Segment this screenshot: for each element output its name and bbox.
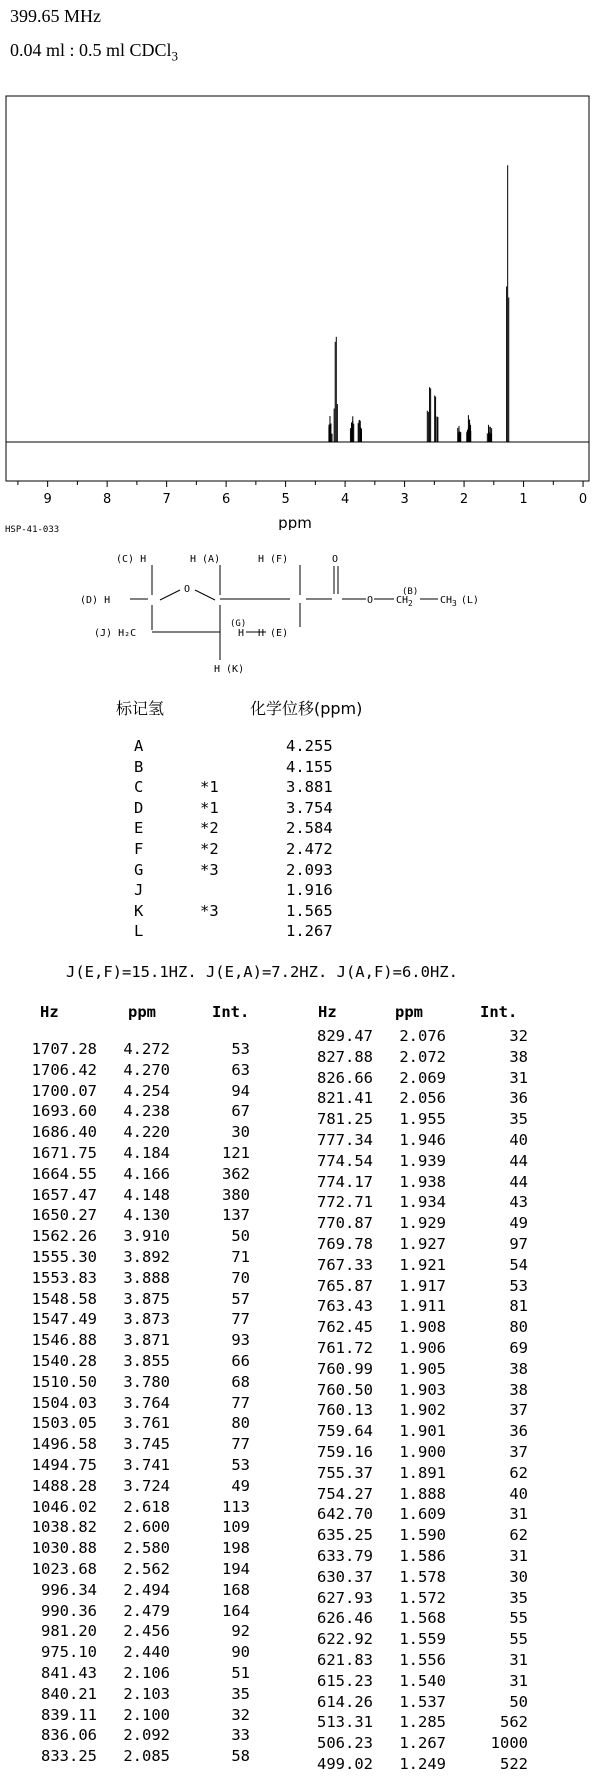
peak-ppm: 2.076 xyxy=(399,1027,446,1045)
peak-hz: 772.71 xyxy=(317,1193,373,1212)
peak-hz: 621.83 xyxy=(317,1651,373,1669)
peak-ppm: 1.908 xyxy=(399,1318,446,1337)
peak-hz: 506.23 xyxy=(317,1734,373,1753)
molecular-structure xyxy=(80,550,500,680)
peak-ppm: 2.056 xyxy=(399,1089,446,1108)
peak-int: 43 xyxy=(509,1193,528,1212)
peak-int: 38 xyxy=(509,1047,528,1066)
peak-hz: 840.21 xyxy=(41,1684,97,1703)
peak-int: 164 xyxy=(222,1601,250,1620)
peak-hz: 760.99 xyxy=(317,1359,373,1378)
assignment-col-label: 标记氢 xyxy=(116,699,165,718)
peak-ppm: 1.559 xyxy=(399,1630,446,1649)
peak-hz: 1503.05 xyxy=(31,1414,97,1433)
peak-hz: 1038.82 xyxy=(31,1518,97,1537)
peak-int: 113 xyxy=(222,1497,250,1516)
peak-int: 69 xyxy=(509,1339,528,1357)
peak-hz: 755.37 xyxy=(317,1463,373,1482)
spectrometer-frequency: 399.65 MHz xyxy=(10,6,101,26)
peak-ppm: 2.092 xyxy=(123,1726,170,1745)
peak-int: 53 xyxy=(231,1040,250,1058)
spectrum-code: HSP-41-033 xyxy=(5,525,60,535)
peak-int: 40 xyxy=(509,1131,528,1149)
peak-int: 1000 xyxy=(490,1734,528,1753)
label-ch3-sub: 3 xyxy=(452,599,457,608)
peak-int: 92 xyxy=(231,1622,250,1641)
peak-hz: 761.72 xyxy=(317,1339,373,1357)
peak-hz: 1706.42 xyxy=(31,1060,97,1079)
peak-hz: 767.33 xyxy=(317,1255,373,1274)
bond xyxy=(195,590,215,600)
peak-hz: 1562.26 xyxy=(31,1227,97,1246)
peak-ppm: 4.166 xyxy=(123,1164,170,1183)
peak-ppm: 1.249 xyxy=(399,1755,446,1773)
assignment-label: E xyxy=(134,819,144,838)
peak-ppm: 2.580 xyxy=(123,1539,170,1558)
peak-ppm: 1.586 xyxy=(399,1547,446,1565)
peak-ppm: 1.901 xyxy=(399,1422,446,1441)
peak-ppm: 2.100 xyxy=(123,1705,170,1724)
peak-hz: 1488.28 xyxy=(31,1476,97,1495)
peak-ppm: 1.578 xyxy=(399,1567,446,1586)
peak-int: 97 xyxy=(509,1235,528,1253)
peak-ppm: 1.285 xyxy=(399,1713,446,1732)
peak-hz: 626.46 xyxy=(317,1609,373,1628)
peak-hz: 1023.68 xyxy=(31,1560,97,1578)
peak-header-ppm-right: ppm xyxy=(395,1003,423,1021)
peak-int: 53 xyxy=(509,1276,528,1295)
peak-hz: 1504.03 xyxy=(31,1393,97,1412)
coupling-constants: J(E,F)=15.1HZ. J(E,A)=7.2HZ. J(A,F)=6.0HZ. xyxy=(66,963,458,981)
peak-ppm: 3.855 xyxy=(123,1352,170,1370)
peak-ppm: 1.537 xyxy=(399,1692,446,1711)
peak-hz: 774.17 xyxy=(317,1172,373,1191)
peak-hz: 1510.50 xyxy=(31,1372,97,1391)
peak-header-hz-left: Hz xyxy=(40,1003,59,1021)
peak-hz: 760.50 xyxy=(317,1380,373,1399)
peak-hz: 1700.07 xyxy=(31,1081,97,1100)
peak-ppm: 1.902 xyxy=(399,1401,446,1420)
assignment-col-shift: 化学位移(ppm) xyxy=(250,699,363,718)
peak-hz: 627.93 xyxy=(317,1588,373,1607)
peak-hz: 1671.75 xyxy=(31,1144,97,1162)
peak-hz: 821.41 xyxy=(317,1089,373,1108)
peak-ppm: 3.888 xyxy=(123,1268,170,1287)
x-tick-label: 6 xyxy=(221,492,231,507)
peak-int: 49 xyxy=(509,1214,528,1233)
peak-ppm: 1.905 xyxy=(399,1359,446,1378)
peak-ppm: 2.479 xyxy=(123,1601,170,1620)
peak-int: 51 xyxy=(231,1664,250,1682)
sample-text: 0.04 ml : 0.5 ml CDCl xyxy=(10,40,172,60)
peak-hz: 1030.88 xyxy=(31,1539,97,1558)
assignment-note: *1 xyxy=(200,798,219,817)
peak-ppm: 3.892 xyxy=(123,1248,170,1266)
peak-hz: 760.13 xyxy=(317,1401,373,1420)
peak-ppm: 3.764 xyxy=(123,1393,170,1412)
peak-int: 30 xyxy=(231,1123,250,1142)
peak-hz: 759.16 xyxy=(317,1443,373,1461)
peak-int: 94 xyxy=(231,1081,250,1100)
peak-hz: 839.11 xyxy=(41,1705,97,1724)
peak-int: 121 xyxy=(222,1144,250,1162)
peak-ppm: 4.148 xyxy=(123,1185,170,1204)
peak-int: 77 xyxy=(231,1393,250,1412)
peak-hz: 1686.40 xyxy=(31,1123,97,1142)
peak-hz: 1657.47 xyxy=(31,1185,97,1204)
peak-ppm: 1.911 xyxy=(399,1297,446,1316)
bond xyxy=(160,590,180,600)
peak-int: 58 xyxy=(231,1747,250,1766)
peak-ppm: 1.939 xyxy=(399,1151,446,1170)
x-tick-label: 5 xyxy=(281,492,290,507)
label-hf: H (F) xyxy=(258,554,289,565)
label-ch3 xyxy=(440,595,479,608)
peak-int: 380 xyxy=(222,1185,250,1204)
peak-ppm: 2.440 xyxy=(123,1643,170,1662)
peak-int: 77 xyxy=(231,1310,250,1329)
x-tick-label: 1 xyxy=(519,492,528,507)
peak-header-int-right: Int. xyxy=(480,1003,518,1021)
x-tick-label: 7 xyxy=(162,492,171,507)
peak-int: 80 xyxy=(509,1318,528,1337)
peak-int: 35 xyxy=(509,1588,528,1607)
label-b: (B) xyxy=(402,587,419,597)
peak-int: 38 xyxy=(509,1380,528,1399)
assignment-label: C xyxy=(134,778,144,797)
peak-ppm: 1.609 xyxy=(399,1505,446,1524)
peak-int: 55 xyxy=(509,1630,528,1649)
assignment-shift: 4.255 xyxy=(286,737,333,755)
x-tick-label: 8 xyxy=(102,492,112,507)
peak-hz: 777.34 xyxy=(317,1131,373,1149)
peak-ppm: 2.494 xyxy=(123,1580,170,1599)
peak-int: 37 xyxy=(509,1443,528,1461)
peak-int: 62 xyxy=(509,1463,528,1482)
peak-ppm: 1.946 xyxy=(399,1131,446,1149)
peak-hz: 614.26 xyxy=(317,1692,373,1711)
assignment-note: *1 xyxy=(200,778,219,797)
peak-ppm: 4.238 xyxy=(123,1102,170,1121)
peak-ppm: 2.600 xyxy=(123,1518,170,1537)
peak-header-ppm-left: ppm xyxy=(128,1003,156,1021)
peak-hz: 1546.88 xyxy=(31,1331,97,1350)
peak-int: 71 xyxy=(231,1248,250,1266)
peak-ppm: 1.556 xyxy=(399,1651,446,1669)
label-he: H (E) xyxy=(258,628,289,639)
peak-ppm: 1.267 xyxy=(399,1734,446,1753)
peak-ppm: 2.103 xyxy=(123,1684,170,1703)
assignment-shift: 3.754 xyxy=(286,798,333,817)
peak-ppm: 4.272 xyxy=(123,1040,170,1058)
peak-hz: 833.25 xyxy=(41,1747,97,1766)
label-ch2-text: CH xyxy=(396,595,409,606)
label-hk: H (K) xyxy=(214,664,245,675)
peak-hz: 762.45 xyxy=(317,1318,373,1337)
peak-int: 31 xyxy=(509,1505,528,1524)
peak-int: 80 xyxy=(231,1414,250,1433)
peak-ppm: 1.888 xyxy=(399,1484,446,1503)
peak-int: 68 xyxy=(231,1372,250,1391)
peak-hz: 765.87 xyxy=(317,1276,373,1295)
peak-hz: 996.34 xyxy=(41,1580,97,1599)
x-tick-label: 0 xyxy=(578,492,588,507)
assignment-label: F xyxy=(134,840,144,858)
assignment-shift: 4.155 xyxy=(286,757,333,776)
peak-header-int-left: Int. xyxy=(212,1003,250,1021)
assignment-shift: 1.565 xyxy=(286,901,333,920)
peak-int: 40 xyxy=(509,1484,528,1503)
peak-int: 109 xyxy=(222,1518,250,1537)
peak-ppm: 2.072 xyxy=(399,1047,446,1066)
peak-int: 37 xyxy=(509,1401,528,1420)
peak-hz: 770.87 xyxy=(317,1214,373,1233)
peak-int: 81 xyxy=(509,1297,528,1316)
peak-ppm: 1.929 xyxy=(399,1214,446,1233)
peak-hz: 1693.60 xyxy=(31,1102,97,1121)
peak-ppm: 1.906 xyxy=(399,1339,446,1357)
peak-ppm: 3.724 xyxy=(123,1476,170,1495)
peak-int: 55 xyxy=(509,1609,528,1628)
label-jh2c: (J) H₂C xyxy=(94,628,137,639)
peak-ppm: 1.927 xyxy=(399,1235,446,1253)
peak-hz: 1650.27 xyxy=(31,1206,97,1225)
peak-ppm: 3.910 xyxy=(123,1227,170,1246)
peak-ppm: 2.085 xyxy=(123,1747,170,1766)
peak-ppm: 2.618 xyxy=(123,1497,170,1516)
peak-ppm: 1.917 xyxy=(399,1276,446,1295)
peak-hz: 836.06 xyxy=(41,1726,97,1745)
peak-int: 31 xyxy=(509,1547,528,1565)
assignment-note: *3 xyxy=(200,860,219,879)
peak-hz: 630.37 xyxy=(317,1567,373,1586)
x-tick-label: 2 xyxy=(459,492,469,507)
peak-int: 31 xyxy=(509,1651,528,1669)
peak-int: 33 xyxy=(231,1726,250,1745)
peak-hz: 981.20 xyxy=(41,1622,97,1641)
peak-hz: 827.88 xyxy=(317,1047,373,1066)
label-g: (G) xyxy=(230,619,247,629)
peak-int: 49 xyxy=(231,1476,250,1495)
peak-int: 66 xyxy=(231,1352,250,1370)
peak-int: 93 xyxy=(231,1331,250,1350)
x-tick-label: 4 xyxy=(340,492,350,507)
peak-int: 32 xyxy=(231,1705,250,1724)
peak-int: 168 xyxy=(222,1580,250,1599)
peak-int: 53 xyxy=(231,1456,250,1474)
peak-int: 31 xyxy=(509,1068,528,1087)
peak-int: 44 xyxy=(509,1151,528,1170)
peak-ppm: 2.069 xyxy=(399,1068,446,1087)
peak-hz: 615.23 xyxy=(317,1671,373,1690)
peak-hz: 635.25 xyxy=(317,1526,373,1545)
assignment-label: G xyxy=(134,860,144,879)
assignment-shift: 3.881 xyxy=(286,778,333,797)
peak-int: 32 xyxy=(509,1027,528,1045)
peak-hz: 499.02 xyxy=(317,1755,373,1773)
assignment-shift: 2.584 xyxy=(286,819,333,838)
peak-ppm: 1.903 xyxy=(399,1380,446,1399)
peak-int: 90 xyxy=(231,1643,250,1662)
assignment-label: B xyxy=(134,757,144,776)
assignment-label: L xyxy=(134,922,144,941)
peak-hz: 769.78 xyxy=(317,1235,373,1253)
assignment-shift: 1.267 xyxy=(286,922,333,941)
label-o-carbonyl: O xyxy=(332,554,339,565)
peak-hz: 513.31 xyxy=(317,1713,373,1732)
label-ch2-sub: 2 xyxy=(408,599,413,608)
peak-ppm: 1.955 xyxy=(399,1110,446,1129)
peak-hz: 774.54 xyxy=(317,1151,373,1170)
peak-hz: 1496.58 xyxy=(31,1435,97,1454)
peak-ppm: 1.921 xyxy=(399,1255,446,1274)
peak-int: 194 xyxy=(222,1560,250,1578)
assignment-label: K xyxy=(134,901,144,920)
assignment-label: J xyxy=(134,881,144,900)
nmr-spectrum-chart xyxy=(0,90,595,530)
peak-int: 522 xyxy=(500,1755,528,1773)
peak-ppm: 1.590 xyxy=(399,1526,446,1545)
peak-hz: 1664.55 xyxy=(31,1164,97,1183)
peak-hz: 1707.28 xyxy=(31,1040,97,1058)
peak-int: 44 xyxy=(509,1172,528,1191)
peak-ppm: 1.568 xyxy=(399,1609,446,1628)
peak-hz: 1555.30 xyxy=(31,1248,97,1266)
assignment-label: D xyxy=(134,798,144,817)
peak-hz: 829.47 xyxy=(317,1027,373,1045)
peak-hz: 1540.28 xyxy=(31,1352,97,1370)
peak-int: 62 xyxy=(509,1526,528,1545)
peak-int: 77 xyxy=(231,1435,250,1454)
peak-ppm: 4.220 xyxy=(123,1123,170,1142)
peak-ppm: 2.562 xyxy=(123,1560,170,1578)
peak-ppm: 1.934 xyxy=(399,1193,446,1212)
peak-hz: 642.70 xyxy=(317,1505,373,1524)
peak-int: 35 xyxy=(231,1684,250,1703)
peak-ppm: 4.254 xyxy=(123,1081,170,1100)
assignment-shift: 1.916 xyxy=(286,881,333,900)
peak-ppm: 3.873 xyxy=(123,1310,170,1329)
peak-hz: 990.36 xyxy=(41,1601,97,1620)
peak-ppm: 3.780 xyxy=(123,1372,170,1391)
peak-hz: 763.43 xyxy=(317,1297,373,1316)
peak-ppm: 3.871 xyxy=(123,1331,170,1350)
x-axis-ticks xyxy=(18,481,587,507)
peak-int: 31 xyxy=(509,1671,528,1690)
peak-hz: 1553.83 xyxy=(31,1268,97,1287)
peak-int: 67 xyxy=(231,1102,250,1121)
label-o-ester: O xyxy=(367,595,374,606)
peak-hz: 759.64 xyxy=(317,1422,373,1441)
label-l: (L) xyxy=(460,595,479,606)
peak-ppm: 3.761 xyxy=(123,1414,170,1433)
peak-ppm: 4.184 xyxy=(123,1144,170,1162)
plot-frame xyxy=(6,96,589,481)
peak-int: 198 xyxy=(222,1539,250,1558)
peak-int: 50 xyxy=(231,1227,250,1246)
label-o-ring: O xyxy=(184,584,191,595)
peak-hz: 1494.75 xyxy=(31,1456,97,1474)
peak-hz: 841.43 xyxy=(41,1664,97,1682)
peak-ppm: 2.456 xyxy=(123,1622,170,1641)
label-gh: H xyxy=(238,628,245,639)
assignment-shift: 2.472 xyxy=(286,840,333,858)
peak-ppm: 1.540 xyxy=(399,1671,446,1690)
peak-int: 70 xyxy=(231,1268,250,1287)
peak-ppm: 1.891 xyxy=(399,1463,446,1482)
peak-int: 57 xyxy=(231,1289,250,1308)
peak-hz: 1548.58 xyxy=(31,1289,97,1308)
peak-int: 63 xyxy=(231,1060,250,1079)
sample-concentration xyxy=(10,40,178,65)
peak-int: 362 xyxy=(222,1164,250,1183)
assignment-note: *2 xyxy=(200,840,219,858)
peak-lines xyxy=(329,165,509,442)
peak-hz: 975.10 xyxy=(41,1643,97,1662)
label-ch3-text: CH xyxy=(440,595,453,606)
peak-hz: 633.79 xyxy=(317,1547,373,1565)
assignment-label: A xyxy=(134,737,144,755)
x-axis-label: ppm xyxy=(278,514,312,530)
assignment-note: *3 xyxy=(200,901,219,920)
peak-hz: 1046.02 xyxy=(31,1497,97,1516)
x-tick-label: 9 xyxy=(43,492,52,507)
peak-int: 54 xyxy=(509,1255,528,1274)
peak-int: 35 xyxy=(509,1110,528,1129)
peak-hz: 754.27 xyxy=(317,1484,373,1503)
peak-hz: 826.66 xyxy=(317,1068,373,1087)
peak-ppm: 1.938 xyxy=(399,1172,446,1191)
peak-ppm: 3.875 xyxy=(123,1289,170,1308)
peak-ppm: 2.106 xyxy=(123,1664,170,1682)
peak-int: 36 xyxy=(509,1422,528,1441)
peak-int: 562 xyxy=(500,1713,528,1732)
peak-hz: 781.25 xyxy=(317,1110,373,1129)
peak-int: 137 xyxy=(222,1206,250,1225)
sample-subscript: 3 xyxy=(171,48,179,64)
assignment-note: *2 xyxy=(200,819,219,838)
peak-int: 30 xyxy=(509,1567,528,1586)
peak-ppm: 1.900 xyxy=(399,1443,446,1461)
peak-header-hz-right: Hz xyxy=(318,1003,337,1021)
label-ha: H (A) xyxy=(190,554,221,565)
peak-ppm: 3.741 xyxy=(123,1456,170,1474)
peak-int: 38 xyxy=(509,1359,528,1378)
peak-int: 50 xyxy=(509,1692,528,1711)
label-dh: (D) H xyxy=(80,595,111,606)
peak-ppm: 1.572 xyxy=(399,1588,446,1607)
assignment-shift: 2.093 xyxy=(286,860,333,879)
peak-ppm: 3.745 xyxy=(123,1435,170,1454)
x-tick-label: 3 xyxy=(400,492,409,507)
peak-hz: 622.92 xyxy=(317,1630,373,1649)
peak-ppm: 4.270 xyxy=(123,1060,170,1079)
peak-int: 36 xyxy=(509,1089,528,1108)
peak-ppm: 4.130 xyxy=(123,1206,170,1225)
label-ch: (C) H xyxy=(116,554,147,565)
peak-hz: 1547.49 xyxy=(31,1310,97,1329)
